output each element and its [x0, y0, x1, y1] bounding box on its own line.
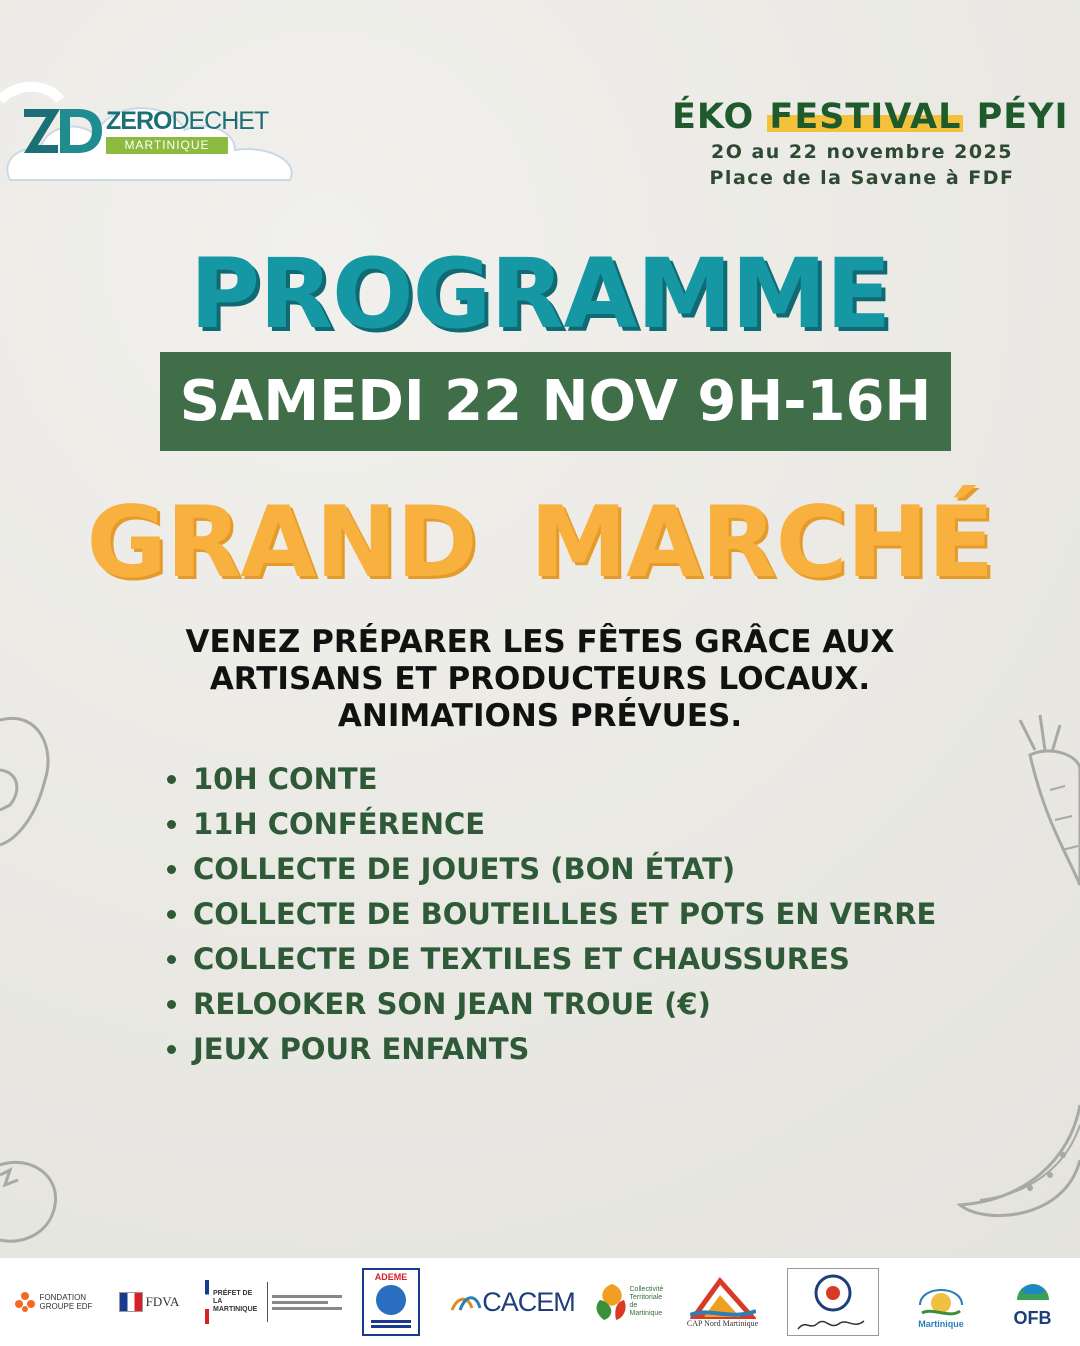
programme-title: PROGRAMME	[189, 238, 891, 350]
list-item: JEUX POUR ENFANTS	[165, 1028, 1045, 1073]
edf-flower-icon	[13, 1290, 37, 1314]
list-item: 11H CONFÉRENCE	[165, 803, 1045, 848]
list-item: COLLECTE DE TEXTILES ET CHAUSSURES	[165, 938, 1045, 983]
carrot-doodle-icon	[1000, 710, 1080, 890]
ctm-flower-icon	[594, 1280, 630, 1324]
festival-info	[672, 97, 1069, 189]
headline: GRAND MARCHÉ	[86, 486, 994, 600]
ofb-logo: OFB	[1000, 1258, 1065, 1346]
intro-text	[100, 624, 980, 735]
festival-place: Place de la Savane à FDF	[709, 167, 1015, 189]
intro-line: VENEZ PRÉPARER LES FÊTES GRÂCE AUX	[185, 624, 895, 660]
capnord-mountain-icon	[690, 1277, 756, 1319]
cacem-swoosh-icon	[450, 1290, 482, 1314]
zerodechet-logo	[22, 105, 269, 165]
ademe-logo: ADEME	[362, 1258, 420, 1346]
festival-dates: 2O au 22 novembre 2025	[710, 141, 1013, 163]
festival-title: ÉKO FESTIVAL PÉYI	[672, 97, 1069, 137]
parc-naturel-logo: Martinique	[905, 1258, 977, 1346]
ctm-logo: Collectivité Territoriale de Martinique	[590, 1258, 675, 1346]
capnord-logo: CAP Nord Martinique	[680, 1258, 765, 1346]
avocado-doodle-icon	[0, 710, 60, 850]
logo-wordmark: ZERODECHET	[106, 107, 269, 135]
fdva-logo: FDVA	[108, 1258, 190, 1346]
ville-fdf-logo	[787, 1258, 879, 1346]
intro-line: ARTISANS ET PRODUCTEURS LOCAUX.	[209, 661, 871, 697]
date-banner: SAMEDI 22 NOV 9H-16H	[160, 352, 951, 451]
edf-foundation-logo: FONDATION GROUPE EDF	[10, 1258, 95, 1346]
list-item: COLLECTE DE BOUTEILLES ET POTS EN VERRE	[165, 893, 1045, 938]
sun-compass-icon	[813, 1273, 853, 1313]
parc-naturel-emblem-icon	[916, 1275, 966, 1319]
intro-line: ANIMATIONS PRÉVUES.	[337, 698, 743, 734]
cacem-logo: CACEM	[445, 1258, 580, 1346]
activity-list	[165, 758, 1045, 1073]
signature-scribble-icon	[796, 1317, 866, 1333]
list-item: 10H CONTE	[165, 758, 1045, 803]
melon-slice-doodle-icon	[955, 1100, 1080, 1225]
list-item: COLLECTE DE JOUETS (BON ÉTAT)	[165, 848, 1045, 893]
prefet-logo: PRÉFET DE LA MARTINIQUE	[205, 1258, 345, 1346]
sponsor-strip	[0, 1258, 1080, 1346]
ofb-globe-icon	[1013, 1276, 1053, 1308]
tomato-doodle-icon	[0, 1150, 70, 1250]
zd-logo-mark-icon	[22, 105, 104, 157]
logo-subtitle: MARTINIQUE	[106, 137, 228, 154]
list-item: RELOOKER SON JEAN TROUE (€)	[165, 983, 1045, 1028]
